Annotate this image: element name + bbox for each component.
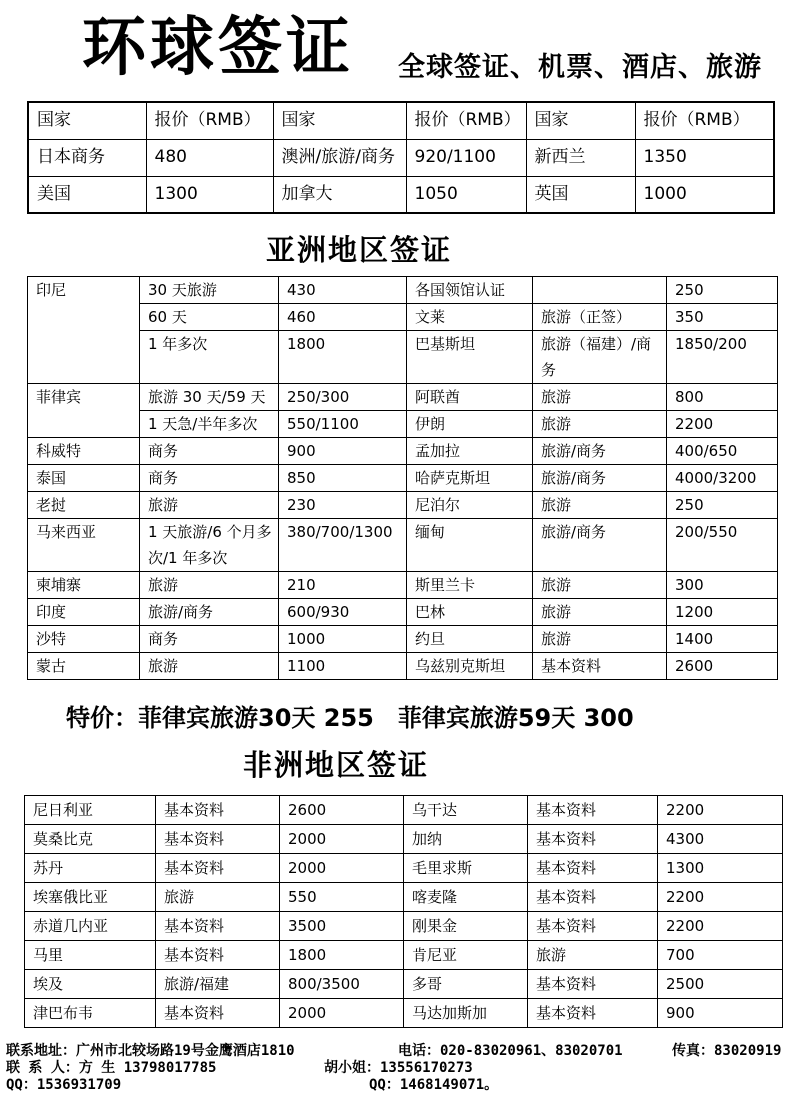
price-header-cell: 报价（RMB） (635, 102, 774, 139)
footer-address: 联系地址：广州市北较场路19号金鹰酒店1810 (6, 1043, 295, 1059)
price-cell: 700 (658, 941, 783, 970)
footer-qq-1: QQ：1536931709 (6, 1077, 122, 1093)
table-row (28, 331, 778, 384)
country-cell: 莫桑比克 (25, 825, 156, 854)
visa-type-cell: 旅游/商务 (533, 519, 667, 572)
visa-type-cell: 基本资料 (528, 854, 658, 883)
price-cell: 1300 (658, 854, 783, 883)
price-cell: 1100 (279, 653, 407, 680)
country-cell: 菲律宾 (28, 384, 140, 438)
price-cell: 210 (279, 572, 407, 599)
country-cell: 哈萨克斯坦 (407, 465, 533, 492)
price-cell: 430 (279, 277, 407, 304)
country-cell: 马来西亚 (28, 519, 140, 572)
footer-fax: 传真：83020919 (672, 1043, 782, 1059)
asia-section-title: 亚洲地区签证 (266, 233, 453, 267)
visa-type-cell: 1 天旅游/6 个月多次/1 年多次 (140, 519, 279, 572)
price-cell: 920/1100 (406, 139, 526, 176)
price-cell: 新西兰 (526, 139, 635, 176)
visa-type-cell: 商务 (140, 626, 279, 653)
table-row (28, 384, 778, 411)
country-cell: 喀麦隆 (404, 883, 528, 912)
table-row (25, 941, 783, 970)
price-cell: 850 (279, 465, 407, 492)
visa-type-cell: 旅游 (533, 492, 667, 519)
country-cell: 津巴布韦 (25, 999, 156, 1028)
price-cell: 380/700/1300 (279, 519, 407, 572)
country-cell: 肯尼亚 (404, 941, 528, 970)
country-cell: 孟加拉 (407, 438, 533, 465)
price-cell: 1850/200 (667, 331, 778, 384)
price-cell: 550/1100 (279, 411, 407, 438)
table-row (28, 653, 778, 680)
price-cell: 2000 (280, 825, 404, 854)
country-cell: 赤道几内亚 (25, 912, 156, 941)
country-cell: 科威特 (28, 438, 140, 465)
footer-qq-2: QQ：1468149071。 (369, 1077, 499, 1093)
visa-type-cell: 旅游 (156, 883, 280, 912)
price-cell: 550 (280, 883, 404, 912)
table-row (28, 465, 778, 492)
special-offer (66, 700, 634, 736)
table-row (28, 438, 778, 465)
price-cell: 日本商务 (28, 139, 146, 176)
special-prefix: 特价： (66, 704, 138, 732)
price-cell: 4000/3200 (667, 465, 778, 492)
visa-type-cell: 基本资料 (156, 796, 280, 825)
price-cell: 1400 (667, 626, 778, 653)
country-cell: 毛里求斯 (404, 854, 528, 883)
price-cell: 2200 (667, 411, 778, 438)
visa-type-cell: 旅游 (533, 626, 667, 653)
visa-type-cell (533, 277, 667, 304)
visa-type-cell: 旅游 (140, 572, 279, 599)
visa-type-cell: 商务 (140, 438, 279, 465)
price-cell: 2000 (280, 999, 404, 1028)
price-cell: 2200 (658, 912, 783, 941)
visa-type-cell: 旅游 (533, 384, 667, 411)
visa-type-cell: 1 年多次 (140, 331, 279, 384)
visa-type-cell: 商务 (140, 465, 279, 492)
visa-type-cell: 旅游/商务 (533, 438, 667, 465)
price-cell: 1200 (667, 599, 778, 626)
price-cell: 1800 (280, 941, 404, 970)
visa-type-cell: 基本资料 (528, 970, 658, 999)
visa-type-cell: 旅游 (140, 653, 279, 680)
price-cell: 900 (279, 438, 407, 465)
visa-type-cell: 基本资料 (156, 999, 280, 1028)
country-cell: 巴林 (407, 599, 533, 626)
price-header-cell: 报价（RMB） (406, 102, 526, 139)
table-row (28, 411, 778, 438)
country-cell: 巴基斯坦 (407, 331, 533, 384)
footer-phone: 电话：020-83020961、83020701 (398, 1043, 623, 1059)
price-header-cell: 国家 (526, 102, 635, 139)
table-row (28, 492, 778, 519)
visa-type-cell: 旅游 (528, 941, 658, 970)
country-cell: 蒙古 (28, 653, 140, 680)
visa-type-cell: 基本资料 (528, 825, 658, 854)
tagline: 全球签证、机票、酒店、旅游 (398, 52, 762, 83)
country-cell: 马达加斯加 (404, 999, 528, 1028)
visa-type-cell: 基本资料 (533, 653, 667, 680)
table-row (28, 519, 778, 572)
table-row (25, 970, 783, 999)
visa-type-cell: 基本资料 (528, 999, 658, 1028)
table-row (25, 883, 783, 912)
country-cell: 伊朗 (407, 411, 533, 438)
price-cell: 3500 (280, 912, 404, 941)
price-cell: 1000 (279, 626, 407, 653)
visa-type-cell: 60 天 (140, 304, 279, 331)
price-cell: 350 (667, 304, 778, 331)
table-row (28, 626, 778, 653)
visa-type-cell: 基本资料 (528, 912, 658, 941)
country-cell: 乌兹别克斯坦 (407, 653, 533, 680)
africa-visa-table (24, 795, 783, 1028)
visa-type-cell: 基本资料 (528, 883, 658, 912)
price-cell: 4300 (658, 825, 783, 854)
price-cell: 1000 (635, 176, 774, 213)
price-cell: 460 (279, 304, 407, 331)
table-row (25, 796, 783, 825)
table-row (28, 599, 778, 626)
country-cell: 印尼 (28, 277, 140, 384)
asia-visa-table (27, 276, 778, 680)
visa-type-cell: 旅游/商务 (533, 465, 667, 492)
visa-type-cell: 旅游 (533, 599, 667, 626)
country-cell: 埃及 (25, 970, 156, 999)
price-cell: 300 (667, 572, 778, 599)
country-cell: 泰国 (28, 465, 140, 492)
visa-type-cell: 30 天旅游 (140, 277, 279, 304)
visa-type-cell: 基本资料 (528, 796, 658, 825)
country-cell: 刚果金 (404, 912, 528, 941)
price-header-row (28, 102, 774, 139)
country-cell: 苏丹 (25, 854, 156, 883)
visa-type-cell: 旅游/商务 (140, 599, 279, 626)
table-row (28, 176, 774, 213)
price-cell: 250 (667, 277, 778, 304)
price-cell: 2200 (658, 883, 783, 912)
price-cell: 400/650 (667, 438, 778, 465)
country-cell: 阿联酋 (407, 384, 533, 411)
footer-contact-2: 胡小姐：13556170273 (324, 1060, 473, 1076)
visa-type-cell: 基本资料 (156, 854, 280, 883)
country-cell: 约旦 (407, 626, 533, 653)
table-row (25, 825, 783, 854)
country-cell: 缅甸 (407, 519, 533, 572)
price-cell: 加拿大 (273, 176, 406, 213)
price-cell: 600/930 (279, 599, 407, 626)
price-cell: 250/300 (279, 384, 407, 411)
visa-type-cell: 旅游（正签） (533, 304, 667, 331)
visa-type-cell: 基本资料 (156, 825, 280, 854)
country-cell: 斯里兰卡 (407, 572, 533, 599)
visa-type-cell: 旅游（福建）/商务 (533, 331, 667, 384)
country-cell: 马里 (25, 941, 156, 970)
visa-type-cell: 旅游 (533, 411, 667, 438)
country-cell: 各国领馆认证 (407, 277, 533, 304)
table-row (25, 999, 783, 1028)
price-cell: 英国 (526, 176, 635, 213)
visa-type-cell: 旅游 (140, 492, 279, 519)
price-cell: 澳洲/旅游/商务 (273, 139, 406, 176)
visa-type-cell: 基本资料 (156, 912, 280, 941)
country-cell: 尼泊尔 (407, 492, 533, 519)
visa-type-cell: 1 天急/半年多次 (140, 411, 279, 438)
table-row (28, 572, 778, 599)
table-row (25, 912, 783, 941)
price-cell: 1300 (146, 176, 273, 213)
footer-contact-1: 联 系 人：方 生 13798017785 (6, 1060, 217, 1076)
country-cell: 印度 (28, 599, 140, 626)
visa-type-cell: 旅游 30 天/59 天 (140, 384, 279, 411)
price-cell: 200/550 (667, 519, 778, 572)
price-cell: 2500 (658, 970, 783, 999)
brand-title: 环球签证 (82, 11, 354, 85)
table-row (25, 854, 783, 883)
price-header-cell: 国家 (273, 102, 406, 139)
price-cell: 2600 (280, 796, 404, 825)
price-header-cell: 报价（RMB） (146, 102, 273, 139)
africa-section-title: 非洲地区签证 (243, 748, 430, 782)
country-cell: 埃塞俄比亚 (25, 883, 156, 912)
price-cell: 1800 (279, 331, 407, 384)
price-cell: 2000 (280, 854, 404, 883)
table-row (28, 277, 778, 304)
price-cell: 2200 (658, 796, 783, 825)
country-cell: 柬埔寨 (28, 572, 140, 599)
country-cell: 尼日利亚 (25, 796, 156, 825)
visa-type-cell: 基本资料 (156, 941, 280, 970)
table-row (28, 304, 778, 331)
country-cell: 文莱 (407, 304, 533, 331)
country-cell: 多哥 (404, 970, 528, 999)
visa-type-cell: 旅游 (533, 572, 667, 599)
country-cell: 老挝 (28, 492, 140, 519)
country-cell: 沙特 (28, 626, 140, 653)
country-cell: 乌干达 (404, 796, 528, 825)
country-cell: 加纳 (404, 825, 528, 854)
price-cell: 900 (658, 999, 783, 1028)
price-cell: 800 (667, 384, 778, 411)
price-cell: 1050 (406, 176, 526, 213)
price-cell: 2600 (667, 653, 778, 680)
price-cell: 230 (279, 492, 407, 519)
price-cell: 250 (667, 492, 778, 519)
table-row (28, 139, 774, 176)
price-header-cell: 国家 (28, 102, 146, 139)
price-cell: 480 (146, 139, 273, 176)
price-cell: 1350 (635, 139, 774, 176)
price-cell: 美国 (28, 176, 146, 213)
special-offer-59: 菲律宾旅游59天 300 (397, 704, 634, 732)
price-cell: 800/3500 (280, 970, 404, 999)
price-table (27, 101, 775, 214)
special-offer-30: 菲律宾旅游30天 255 (138, 704, 374, 732)
visa-type-cell: 旅游/福建 (156, 970, 280, 999)
